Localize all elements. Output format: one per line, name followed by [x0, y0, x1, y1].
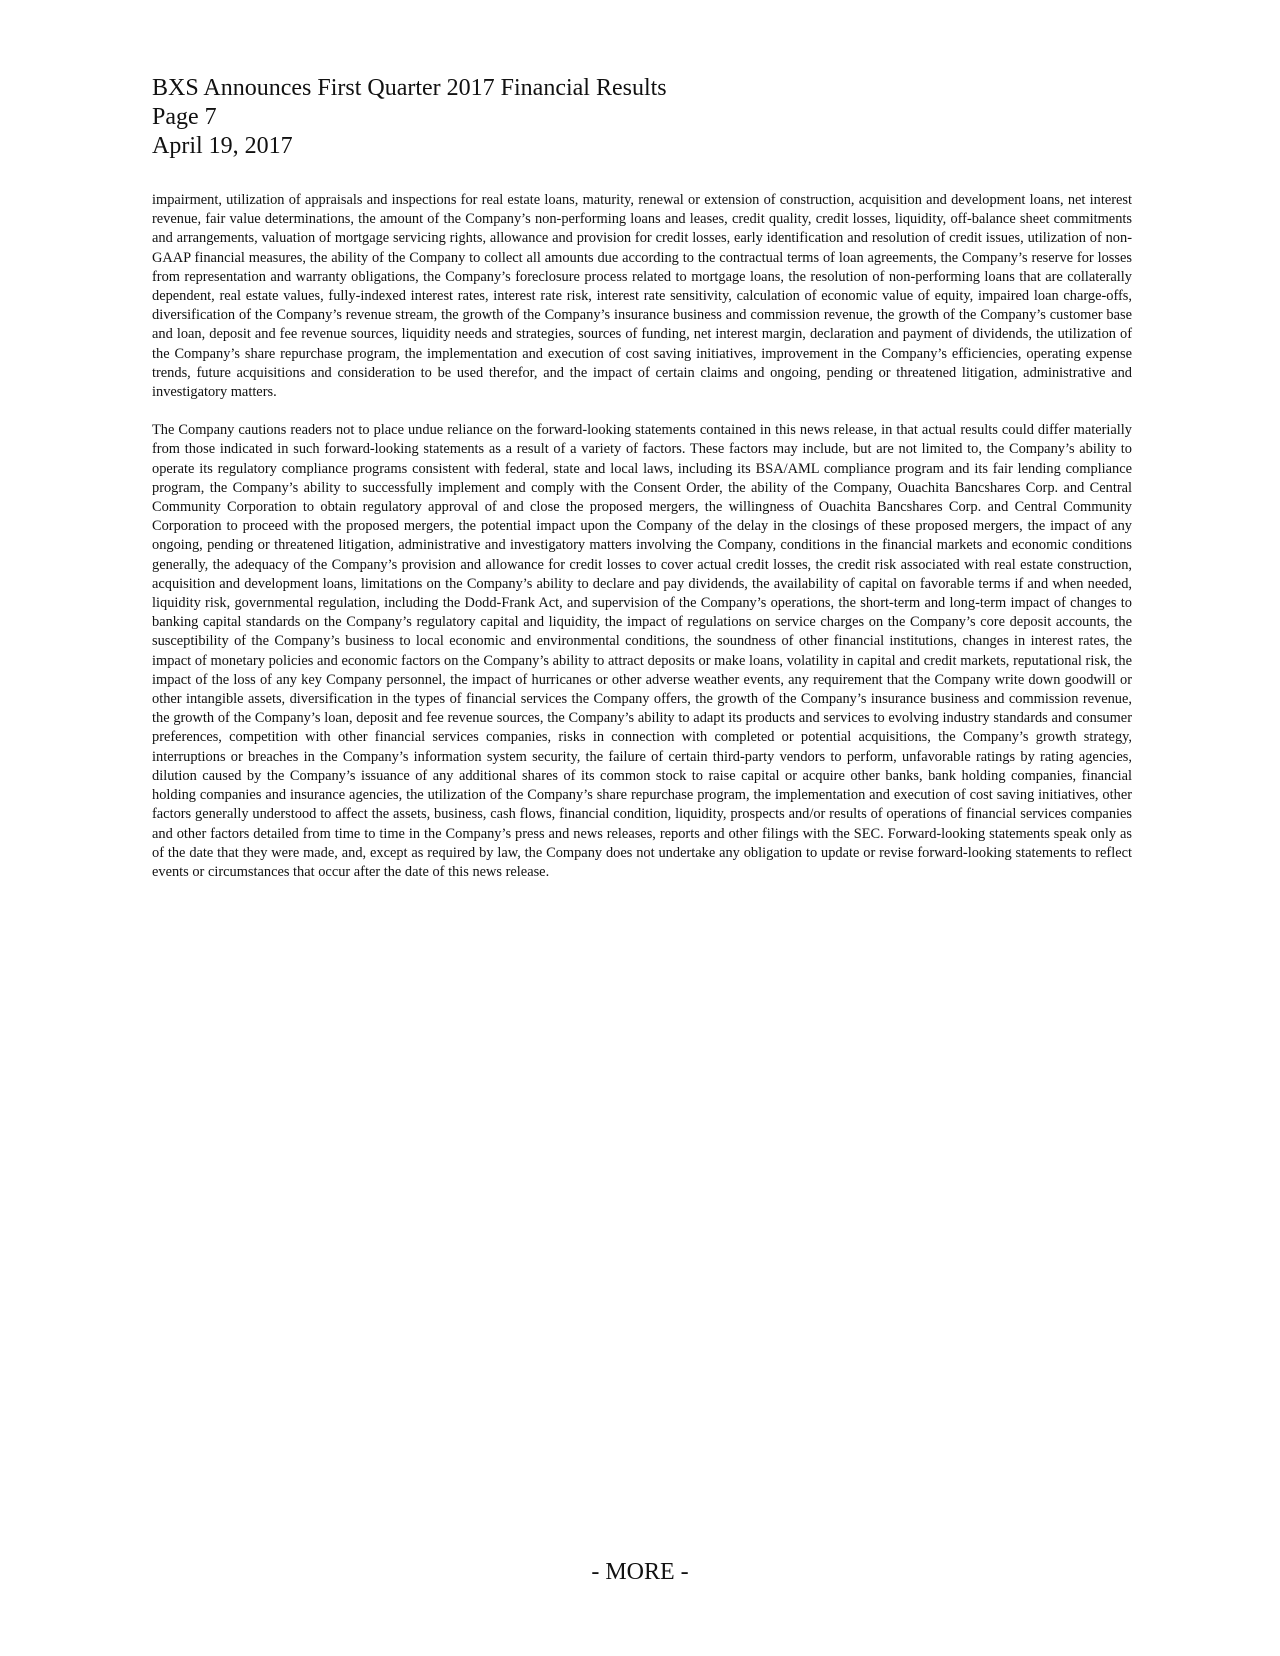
page-header — [152, 74, 1132, 161]
document-title: BXS Announces First Quarter 2017 Financial Results — [152, 75, 667, 101]
continuation-marker: - MORE - — [591, 1559, 689, 1585]
paragraph-cautionary-statement: The Company cautions readers not to place undue reliance on the forward-looking statements contained in this news release, in that actual results could differ materially from those indicated in such forward-looking statements as a result of a variety of factors. These factors may include, but are not limited to, the Company’s ability to operate its regulatory compliance programs consistent with federal, state and local laws, including its BSA/AML compliance program and its fair lending compliance program, the Company’s ability to successfully implement and comply with the Consent Order, the ability of the Company, Ouachita Bancshares Corp. and Central Community Corporation to obtain regulatory approval of and close the proposed mergers, the willingness of Ouachita Bancshares Corp. and Central Community Corporation to proceed with the proposed mergers, the potential impact upon the Company of the delay in the closings of these proposed mergers, the impact of any ongoing, pending or threatened litigation, administrative and investigatory matters involving the Company, conditions in the financial markets and economic conditions generally, the adequacy of the Company’s provision and allowance for credit losses to cover actual credit losses, the credit risk associated with real estate construction, acquisition and development loans, limitations on the Company’s ability to declare and pay dividends, the availability of capital on favorable terms if and when needed, liquidity risk, governmental regulation, including the Dodd-Frank Act, and supervision of the Company’s operations, the short-term and long-term impact of changes to banking capital standards on the Company’s regulatory capital and liquidity, the impact of regulations on service charges on the Company’s core deposit accounts, the susceptibility of the Company’s business to local economic and environmental conditions, the soundness of other financial institutions, changes in interest rates, the impact of monetary policies and economic factors on the Company’s ability to attract deposits or make loans, volatility in capital and credit markets, reputational risk, the impact of the loss of any key Company personnel, the impact of hurricanes or other adverse weather events, any requirement that the Company write down goodwill or other intangible assets, diversification in the types of financial services the Company offers, the growth of the Company’s insurance business and commission revenue, the growth of the Company’s loan, deposit and fee revenue sources, the Company’s ability to adapt its products and services to evolving industry standards and consumer preferences, competition with other financial services companies, risks in connection with completed or potential acquisitions, the Company’s growth strategy, interruptions or breaches in the Company’s information system security, the failure of certain third-party vendors to perform, unfavorable ratings by rating agencies, dilution caused by the Company’s issuance of any additional shares of its common stock to raise capital or acquire other banks, bank holding companies, financial holding companies and insurance agencies, the utilization of the Company’s share repurchase program, the implementation and execution of cost saving initiatives, other factors generally understood to affect the assets, business, cash flows, financial condition, liquidity, prospects and/or results of operations of financial services companies and other factors detailed from time to time in the Company’s press and news releases, reports and other filings with the SEC. Forward-looking statements speak only as of the date that they were made, and, except as required by law, the Company does not undertake any obligation to update or revise forward-looking statements to reflect events or circumstances that occur after the date of this news release. — [152, 422, 1132, 880]
release-date: April 19, 2017 — [152, 133, 293, 159]
page-number: Page 7 — [152, 104, 217, 130]
paragraph-forward-looking-topics: impairment, utilization of appraisals and inspections for real estate loans, maturity, renewal or extension of construction, acquisition and development loans, net interest revenue, fair value determinations, the amount of the Company’s non-performing loans and leases, credit quality, credit losses, liquidity, off-balance sheet commitments and arrangements, valuation of mortgage servicing rights, allowance and provision for credit losses, early identification and resolution of credit issues, utilization of non-GAAP financial measures, the ability of the Company to collect all amounts due according to the contractual terms of loan agreements, the Company’s reserve for losses from representation and warranty obligations, the Company’s foreclosure process related to mortgage loans, the resolution of non-performing loans that are collaterally dependent, real estate values, fully-indexed interest rates, interest rate risk, interest rate sensitivity, calculation of economic value of equity, impaired loan charge-offs, diversification of the Company’s revenue stream, the growth of the Company’s insurance business and commission revenue, the growth of the Company’s customer base and loan, deposit and fee revenue sources, liquidity needs and strategies, sources of funding, net interest margin, declaration and payment of dividends, the utilization of the Company’s share repurchase program, the implementation and execution of cost saving initiatives, improvement in the Company’s efficiencies, operating expense trends, future acquisitions and consideration to be used therefor, and the impact of certain claims and ongoing, pending or threatened litigation, administrative and investigatory matters. — [152, 192, 1132, 401]
document-body — [152, 191, 1132, 901]
